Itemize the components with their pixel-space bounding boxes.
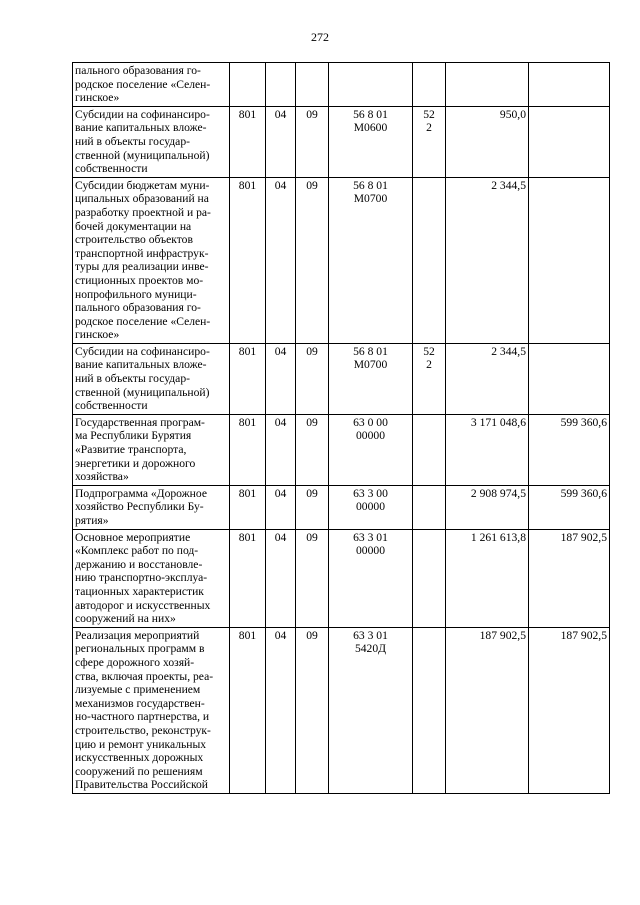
cell-subsection-code-text: 09: [306, 178, 318, 192]
cell-subsection-code: [296, 627, 329, 793]
cell-name-text: Реализация мероприятий региональных программ в сфере дорожного хозяй- ства, включая проекты, реа- лизуемые с применением механизмов государствен- но-частного партнерства, и строительство, реконструк- цию и ремонт уникальных искусственных дорожных сооружений по решениям Правительства Российской: [75, 628, 214, 792]
cell-ministry-code: [230, 414, 266, 485]
cell-target-article: [329, 529, 413, 627]
cell-name-text: Субсидии на софинансиро- вание капитальных вложе- ний в объекты государ- ственной (муниципальной) собственности: [75, 344, 210, 413]
cell-expense-type: [413, 627, 446, 793]
cell-target-article-text: 63 3 01 00000: [353, 530, 388, 558]
table-row: [73, 177, 610, 343]
cell-section-code: [266, 63, 296, 107]
cell-section-code: [266, 177, 296, 343]
cell-ministry-code: [230, 177, 266, 343]
cell-ministry-code: [230, 627, 266, 793]
cell-expense-type: [413, 106, 446, 177]
cell-name-text: пального образования го- родское поселение «Селен- гинское»: [75, 64, 211, 105]
cell-section-code: [266, 485, 296, 529]
cell-subsection-code: [296, 529, 329, 627]
cell-amount-federal: [529, 529, 610, 627]
cell-name: [73, 627, 230, 793]
cell-expense-type: [413, 343, 446, 414]
cell-subsection-code-text: 09: [306, 628, 318, 642]
cell-name-text: Субсидии на софинансиро- вание капитальных вложе- ний в объекты государ- ственной (муниципальной) собственности: [75, 107, 210, 176]
cell-ministry-code-text: 801: [238, 486, 257, 500]
cell-subsection-code: [296, 343, 329, 414]
cell-amount-federal-text: 187 902,5: [560, 530, 607, 544]
budget-table: [72, 62, 610, 794]
cell-target-article: [329, 106, 413, 177]
cell-name: [73, 414, 230, 485]
table-row: [73, 414, 610, 485]
cell-amount-federal: [529, 343, 610, 414]
cell-name-text: Государственная програм- ма Республики Бурятия «Развитие транспорта, энергетики и дорожного хозяйства»: [75, 415, 205, 484]
cell-amount-total-text: 187 902,5: [479, 628, 526, 642]
cell-section-code-text: 04: [274, 178, 287, 192]
cell-subsection-code-text: 09: [306, 415, 318, 429]
cell-target-article-text: 56 8 01 М0700: [353, 344, 388, 372]
cell-amount-total: [446, 414, 529, 485]
cell-target-article-text: 63 3 01 5420Д: [353, 628, 388, 656]
cell-amount-total: [446, 485, 529, 529]
cell-expense-type: [413, 414, 446, 485]
cell-ministry-code-text: 801: [238, 628, 257, 642]
cell-name-text: Подпрограмма «Дорожное хозяйство Республики Бу- рятия»: [75, 486, 207, 527]
cell-section-code: [266, 627, 296, 793]
cell-amount-total-text: 2 344,5: [491, 178, 526, 192]
cell-section-code: [266, 343, 296, 414]
cell-amount-total: [446, 63, 529, 107]
cell-subsection-code-text: 09: [306, 486, 318, 500]
cell-section-code-text: 04: [274, 530, 287, 544]
cell-section-code-text: 04: [274, 344, 287, 358]
cell-expense-type: [413, 63, 446, 107]
cell-target-article: [329, 177, 413, 343]
cell-subsection-code: [296, 485, 329, 529]
cell-target-article-text: 63 3 00 00000: [353, 486, 388, 514]
table-row: [73, 63, 610, 107]
cell-section-code: [266, 106, 296, 177]
cell-name: [73, 63, 230, 107]
cell-name: [73, 106, 230, 177]
cell-name-text: Основное мероприятие «Комплекс работ по под- держанию и восстановле- нию транспортно-эксплуа- тационных характеристик автодорог и искусственных сооружений на них»: [75, 530, 211, 626]
cell-amount-federal: [529, 63, 610, 107]
cell-ministry-code: [230, 63, 266, 107]
cell-amount-total: [446, 529, 529, 627]
cell-name: [73, 343, 230, 414]
cell-name: [73, 529, 230, 627]
cell-amount-federal-text: 187 902,5: [560, 628, 607, 642]
table-row: [73, 627, 610, 793]
cell-target-article: [329, 627, 413, 793]
cell-target-article: [329, 485, 413, 529]
cell-ministry-code: [230, 106, 266, 177]
cell-ministry-code-text: 801: [238, 415, 257, 429]
cell-ministry-code: [230, 485, 266, 529]
cell-ministry-code-text: 801: [238, 107, 257, 121]
cell-amount-federal: [529, 485, 610, 529]
cell-expense-type: [413, 177, 446, 343]
cell-amount-total: [446, 177, 529, 343]
cell-amount-total-text: 2 908 974,5: [470, 486, 526, 500]
cell-ministry-code-text: 801: [238, 530, 257, 544]
cell-subsection-code-text: 09: [306, 530, 318, 544]
cell-ministry-code: [230, 529, 266, 627]
cell-section-code: [266, 529, 296, 627]
cell-ministry-code-text: 801: [238, 178, 257, 192]
cell-section-code: [266, 414, 296, 485]
table-row: [73, 343, 610, 414]
cell-amount-total: [446, 627, 529, 793]
cell-target-article: [329, 63, 413, 107]
table-row: [73, 106, 610, 177]
cell-subsection-code: [296, 106, 329, 177]
cell-target-article: [329, 414, 413, 485]
page-number: 272: [311, 30, 329, 44]
cell-subsection-code-text: 09: [306, 344, 318, 358]
cell-target-article-text: 63 0 00 00000: [353, 415, 388, 443]
cell-target-article-text: 56 8 01 М0700: [353, 178, 388, 206]
cell-target-article: [329, 343, 413, 414]
cell-amount-federal: [529, 414, 610, 485]
table-body: [73, 63, 610, 794]
cell-amount-total-text: 950,0: [499, 107, 526, 121]
cell-subsection-code: [296, 63, 329, 107]
cell-amount-total-text: 2 344,5: [491, 344, 526, 358]
cell-amount-federal: [529, 177, 610, 343]
cell-expense-type-text: 52 2: [423, 107, 435, 135]
cell-subsection-code-text: 09: [306, 107, 318, 121]
cell-section-code-text: 04: [274, 486, 287, 500]
cell-name-text: Субсидии бюджетам муни- ципальных образований на разработку проектной и ра- бочей документации на строительство объектов транспортной инфраструк- туры для реализации инве- стиционных проектов мо- нопрофильного муници- пального образования го- родское поселение «Селен- гинское»: [75, 178, 211, 342]
cell-expense-type: [413, 529, 446, 627]
table-row: [73, 485, 610, 529]
cell-ministry-code-text: 801: [238, 344, 257, 358]
cell-name: [73, 177, 230, 343]
cell-section-code-text: 04: [274, 415, 287, 429]
cell-amount-total-text: 3 171 048,6: [470, 415, 526, 429]
cell-amount-federal-text: 599 360,6: [560, 486, 607, 500]
cell-name: [73, 485, 230, 529]
cell-ministry-code: [230, 343, 266, 414]
cell-amount-total: [446, 106, 529, 177]
table-row: [73, 529, 610, 627]
cell-amount-federal: [529, 627, 610, 793]
cell-section-code-text: 04: [274, 107, 287, 121]
cell-amount-total: [446, 343, 529, 414]
cell-section-code-text: 04: [274, 628, 287, 642]
cell-subsection-code: [296, 177, 329, 343]
cell-expense-type-text: 52 2: [423, 344, 435, 372]
cell-amount-federal-text: 599 360,6: [560, 415, 607, 429]
cell-subsection-code: [296, 414, 329, 485]
cell-expense-type: [413, 485, 446, 529]
cell-target-article-text: 56 8 01 М0600: [353, 107, 388, 135]
cell-amount-federal: [529, 106, 610, 177]
cell-amount-total-text: 1 261 613,8: [470, 530, 526, 544]
